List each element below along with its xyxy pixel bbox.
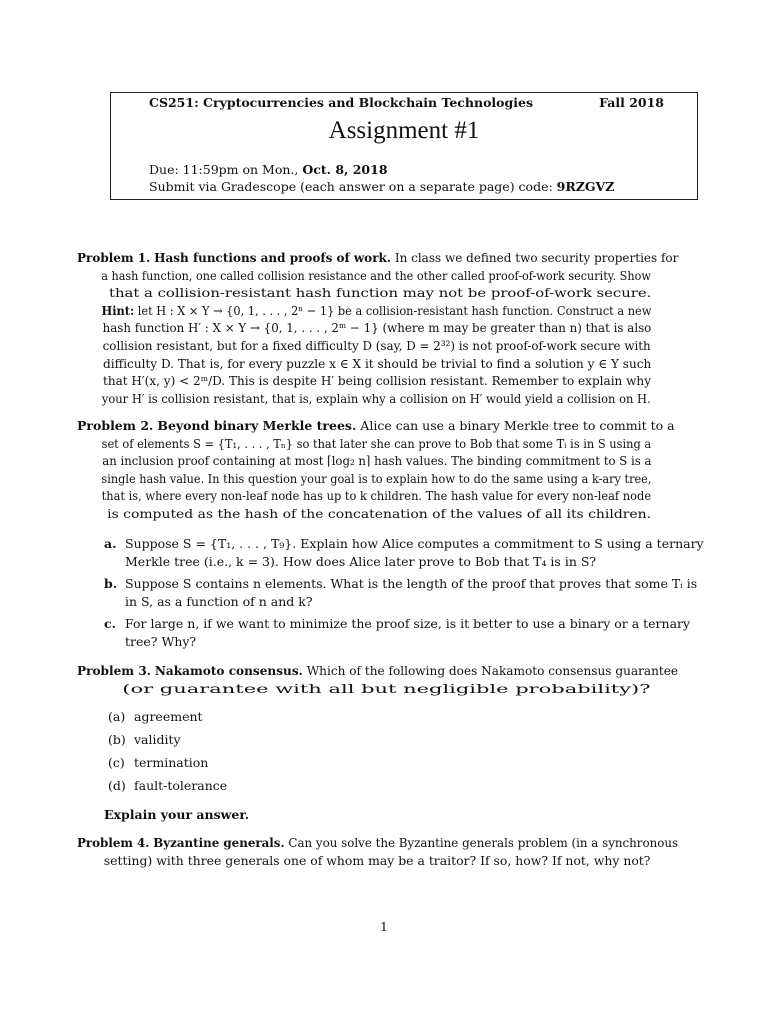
assignment-header-box (110, 92, 698, 200)
problem-1-heading: Hash functions and proofs of work. (154, 250, 392, 265)
problem-3-label: Problem 3. (77, 663, 151, 678)
due-date: Oct. 8, 2018 (302, 162, 388, 177)
problem-4-label: Problem 4. (77, 835, 150, 850)
problem-2: Problem 2. Beyond binary Merkle trees. Alice can use a binary Merkle tree to commit to a set of elements S = {T₁, . . . , Tₙ} so that later she can prove to Bob that some Tᵢ is in S using a an inclusion proof containing at most ⌈log₂ n⌉ hash values. The binding commitment to S is a single hash value. In this question your goal is to explain how to do the same using a k-ary tree, that is, where every non-leaf node has up to k children. The hash value for every non-leaf node is computed as the hash of the concatenation of the values of all its children. (77, 418, 675, 521)
hint-label: Hint: (101, 302, 135, 318)
problem-4: Problem 4. Byzantine generals. Can you solve the Byzantine generals problem (in a synchronous setting) with three generals one of whom may be a traitor? If so, how? If not, why not? (77, 835, 679, 868)
problem-1-label: Problem 1. (77, 250, 151, 265)
problem-1: Problem 1. Hash functions and proofs of work. In class we defined two security properties for a hash function, one called collision resistance and the other called proof-of-work security. Show that a collision-resistant hash function may not be proof-of-work secure. Hint: let H : X × Y → {0, 1, . . . , 2ⁿ − 1} be a collision-resistant hash function. Construct a new hash function H′ : X × Y → {0, 1, . . . , 2ᵐ − 1} (where m may be greater than n) that is also collision resistant, but for a fixed difficulty D (say, D = 2³²) is not proof-of-work secure with difficulty D. That is, for every puzzle x ∈ X it should be trivial to find a solution y ∈ Y such that H′(x, y) < 2ᵐ/D. This is despite H′ being collision resistant. Remember to explain why your H′ is collision resistant, that is, explain why a collision on H′ would yield a collision on H. (77, 250, 679, 406)
problem-2-heading: Beyond binary Merkle trees. (157, 418, 357, 433)
problem-3: Problem 3. Nakamoto consensus. Which of the following does Nakamoto consensus guarantee (or guarantee with all but negligible probability)? (77, 663, 679, 696)
term: Fall 2018 (599, 95, 664, 110)
document-page: CS251: Cryptocurrencies and Blockchain Technologies Fall 2018 Assignment #1 Due: 11:59pm on Mon., Oct. 8, 2018 Submit via Gradescope (each answer on a separate page) code: 9RZGVZ Problem 1. Hash functions and proofs of work. In class we defined two security properties for a hash function, one called collision resistance and the other called proof-of-work security. Show that a collision-resistant hash function may not be proof-of-work secure. Hint: let H : X × Y → {0, 1, . . . , 2ⁿ − 1} be a collision-resistant hash function. Construct a new hash function H′ : X × Y → {0, 1, . . . , 2ᵐ − 1} (where m may be greater than n) that is also collision resistant, but for a fixed difficulty D (say, D = 2³²) is not proof-of-work secure with difficulty D. That is, for every puzzle x ∈ X it should be trivial to find a solution y ∈ Y such that H′(x, y) < 2ᵐ/D. This is despite H′ being collision resistant. Remember to explain why your H′ is collision resistant, that is, explain why a collision on H′ would yield a collision on H. Problem 2. Beyond binary Merkle trees. Alice can use a binary Merkle tree to commit to a set of elements S = {T₁, . . . , Tₙ} so that later she can prove to Bob that some Tᵢ is in S using a an inclusion proof containing at most ⌈log₂ n⌉ hash values. The binding commitment to S is a single hash value. In this question your goal is to explain how to do the same using a k-ary tree, that is, where every non-leaf node has up to k children. The hash value for every non-leaf node is computed as the hash of the concatenation of the values of all its children. a. Suppose S = {T₁, . . . , T₉}. Explain how Alice computes a commitment to S using a ternary Merkle tree (i.e., k = 3). How does Alice later prove to Bob that T₄ is in S? b. Suppose S contains n elements. What is the length of the proof that proves that some Tᵢ is in S, as a function of n and k? c. For large n, if we want to minimize the proof size, is it better to use a binary or a ternary tree? Why? Problem 3. Nakamoto consensus. Which of the following does Nakamoto consensus guarantee (or guarantee with all but negligible probability)? (a) agreement (b) validity (c) termination (d) fault-tolerance Explain your answer. Problem 4. Byzantine generals. Can you solve the Byzantine generals problem (in a synchronous setting) with three generals one of whom may be a traitor? If so, how? If not, why not? 1 (0, 0, 768, 1024)
explain-prompt: Explain your answer. (104, 807, 250, 822)
due-date-line: Due: 11:59pm on Mon., Oct. 8, 2018 (149, 162, 388, 177)
problem-3-heading: Nakamoto consensus. (154, 663, 303, 678)
course-title: CS251: Cryptocurrencies and Blockchain Technologies (149, 95, 533, 110)
problem-4-heading: Byzantine generals. (153, 835, 285, 850)
gradescope-code: 9RZGVZ (556, 179, 615, 194)
problem-2-label: Problem 2. (77, 418, 154, 433)
assignment-title: Assignment #1 (328, 117, 480, 144)
submission-line: Submit via Gradescope (each answer on a separate page) code: 9RZGVZ (149, 179, 615, 194)
page-number: 1 (380, 919, 388, 934)
